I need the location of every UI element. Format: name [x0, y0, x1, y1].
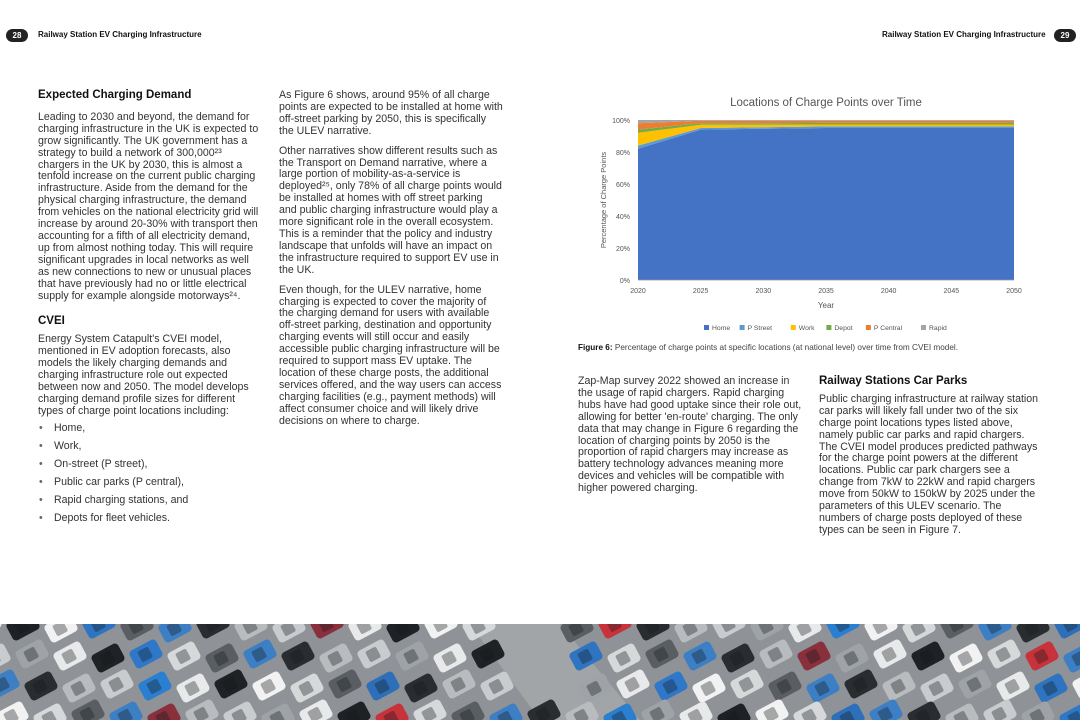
y-tick-label: 20% [615, 246, 630, 253]
column-3 [578, 376, 802, 503]
legend-swatch [791, 325, 796, 330]
paragraph-figure6-summary: As Figure 6 shows, around 95% of all charge points are expected to be installed at home with off-street parking by 2050, this is specifically the ULEV narrative. [279, 89, 503, 137]
y-tick-label: 60% [615, 182, 630, 189]
list-item: • Rapid charging stations, and [38, 494, 260, 506]
list-item: • Work, [38, 440, 260, 452]
x-tick-label: 2050 [1006, 288, 1022, 295]
charge-location-list [38, 422, 260, 524]
paragraph-zap-map: Zap-Map survey 2022 showed an increase in the usage of rapid chargers. Rapid charging hubs have had good uptake since their role out, allowing for better 'en-route' charging. The only data that may change in Figure 6 regarding the location of charging points by 2050 is the proportion of rapid chargers may increase as battery technology advances meaning more devices and vehicles will be compatible with higher powered charging. [578, 375, 802, 495]
list-item: • Public car parks (P central), [38, 476, 260, 488]
legend-swatch [704, 325, 709, 330]
heading-railway-stations-car-parks: Railway Stations Car Parks [819, 375, 968, 387]
legend-swatch [921, 325, 926, 330]
page-number-right: 29 [1054, 29, 1076, 42]
legend-label: P Central [873, 325, 903, 332]
x-axis-label: Year [817, 301, 835, 310]
x-tick-label: 2045 [943, 288, 960, 295]
running-header-right: Railway Station EV Charging Infrastructure [882, 30, 1046, 39]
paragraph-railway-car-parks: Public charging infrastructure at railway station car parks will likely fall under two of the six charge point locations types listed above, namely public car parks and rapid chargers. The CVEI model produces predicted pathways for the charge point powers at the different locations. Public car park chargers see a change from 7kW to 22kW and rapid chargers move from 50kW to 150kW by 2025 under the parameters of this ULEV scenario. The numbers of charge posts deployed of these types can be seen in Figure 7. [819, 392, 1039, 536]
chart-title: Locations of Charge Points over Time [730, 97, 922, 109]
x-tick-label: 2020 [630, 288, 646, 295]
legend-label: P Street [747, 325, 773, 332]
charge-points-area-chart [578, 88, 1038, 340]
list-item: • On-street (P street), [38, 458, 260, 470]
column-2 [279, 90, 503, 435]
column-1 [38, 90, 260, 530]
running-header-left: Railway Station EV Charging Infrastructure [38, 30, 202, 39]
paragraph-cvei: Energy System Catapult's CVEI model, mentioned in EV adoption forecasts, also models the likely charging demands and charging infrastructure role out expected between now and 2050. The model develops charging demand profile sizes for different types of charge point locations including: [38, 333, 249, 417]
legend-label: Rapid [929, 325, 947, 332]
column-4 [819, 376, 1043, 545]
figure-caption [578, 343, 1038, 352]
list-item: • Home, [38, 422, 260, 434]
y-tick-label: 100% [612, 118, 630, 125]
legend-swatch [826, 325, 831, 330]
area-series-home [638, 128, 1014, 280]
y-tick-label: 0% [619, 278, 630, 285]
legend-swatch [866, 325, 871, 330]
legend-label: Home [712, 325, 731, 332]
car-park-photo [0, 624, 1080, 720]
x-tick-label: 2030 [755, 288, 772, 295]
x-tick-label: 2040 [880, 288, 897, 295]
legend-label: Work [798, 325, 815, 332]
legend-swatch [740, 325, 745, 330]
figure-caption-text: Percentage of charge points at specific locations (at national level) over time from CVEI model. [612, 343, 958, 352]
x-tick-label: 2025 [692, 288, 709, 295]
y-tick-label: 80% [615, 150, 630, 157]
list-item: • Depots for fleet vehicles. [38, 512, 260, 524]
heading-cvei: CVEI [38, 315, 65, 328]
paragraph-other-narratives: Other narratives show different results such as the Transport on Demand narrative, where a large portion of mobility-as-a-service is deployed²⁵, only 78% of all charge points would be installed at homes with off street parking and public charging infrastructure would play a more significant role in the overall ecosystem. This is a reminder that the policy and industry landscape that unfolds will have an impact on the infrastructure required to support EV use in the UK. [279, 144, 502, 276]
y-tick-label: 40% [615, 214, 630, 221]
page-number-left: 28 [6, 29, 28, 42]
heading-expected-charging-demand: Expected Charging Demand [38, 89, 192, 101]
y-axis-label: Percentage of Charge Points [599, 151, 608, 249]
x-tick-label: 2035 [818, 288, 834, 295]
figure-label: Figure 6: [578, 343, 613, 352]
paragraph-ulev-narrative: Even though, for the ULEV narrative, home charging is expected to cover the majority of the charging demand for users with available off-street parking, destination and opportunity charging events will still occur and easily accessible public charging infrastructure will be required to support mass EV uptake. The location of these charge posts, the additional services offered, and the way users can access charging facilities (e.g., payment methods) will affect consumer choice and will likely drive decisions on where to charge. [279, 283, 502, 427]
paragraph-expected-demand: Leading to 2030 and beyond, the demand for charging infrastructure in the UK is expected to grow significantly. The UK government has a strategy to build a network of 300,000²³ chargers in the UK by 2030, this is almost a tenfold increase on the current public charging infrastructure. Aside from the demand for the physical charging infrastructure, the demand from vehicles on the national electricity grid will increase by around 20-30% with transport then accounting for a fifth of all electricity demand, up from almost nothing today. This will require significant upgrades in local networks as well as new connections to new or unusual places that have previously had no or little electrical supply for example alongside motorways²⁴. [38, 110, 259, 302]
legend-label: Depot [834, 325, 853, 332]
